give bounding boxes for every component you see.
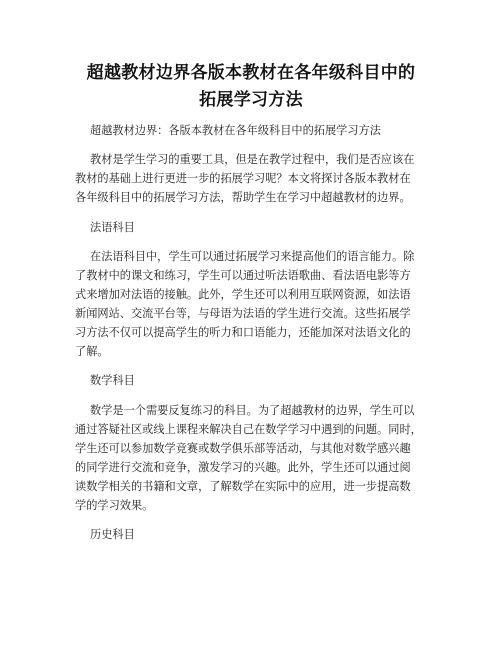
math-line-3: 学生还可以参加数学竞赛或数学俱乐部等活动，与其他对数学感兴趣	[75, 442, 411, 455]
intro-line-1: 教材是学生学习的重要工具，但是在教学过程中，我们是否应该在	[90, 153, 415, 166]
french-line-1: 在法语科目中，学生可以通过拓展学习来提高他们的语言能力。除	[90, 250, 415, 263]
math-line-2: 通过答疑社区或线上课程来解决自己在数学学习中遇到的问题。同时，	[75, 423, 422, 436]
document-subtitle: 超越教材边界：各版本教材在各年级科目中的拓展学习方法	[90, 124, 381, 137]
french-line-5: 习方法不仅可以提高学生的听力和口语能力，还能加深对法语文化的	[75, 326, 411, 339]
section-heading-french: 法语科目	[90, 221, 135, 234]
section-heading-math: 数学科目	[90, 374, 135, 387]
french-line-6: 了解。	[75, 345, 109, 358]
french-line-3: 式来增加对法语的接触。此外，学生还可以利用互联网资源，如法语	[75, 288, 411, 301]
math-line-4: 的同学进行交流和竞争，激发学习的兴趣。此外，学生还可以通过阅	[75, 461, 411, 474]
intro-line-2: 教材的基础上进行更进一步的拓展学习呢？本文将探讨各版本教材在	[75, 172, 411, 185]
french-line-2: 了教材中的课文和练习，学生可以通过听法语歌曲、看法语电影等方	[75, 269, 411, 282]
section-heading-history: 历史科目	[90, 528, 135, 541]
intro-line-3: 各年级科目中的拓展学习方法，帮助学生在学习中超越教材的边界。	[75, 191, 411, 204]
math-line-1: 数学是一个需要反复练习的科目。为了超越教材的边界，学生可以	[90, 404, 415, 417]
document-title-line-2: 拓展学习方法	[199, 90, 303, 110]
math-line-6: 学的学习效果。	[75, 499, 154, 512]
document-title-line-1: 超越教材边界各版本教材在各年级科目中的	[86, 63, 416, 83]
math-line-5: 读数学相关的书籍和文章，了解数学在实际中的应用，进一步提高数	[75, 480, 411, 493]
french-line-4: 新闻网站、交流平台等，与母语为法语的学生进行交流。这些拓展学	[75, 307, 411, 320]
